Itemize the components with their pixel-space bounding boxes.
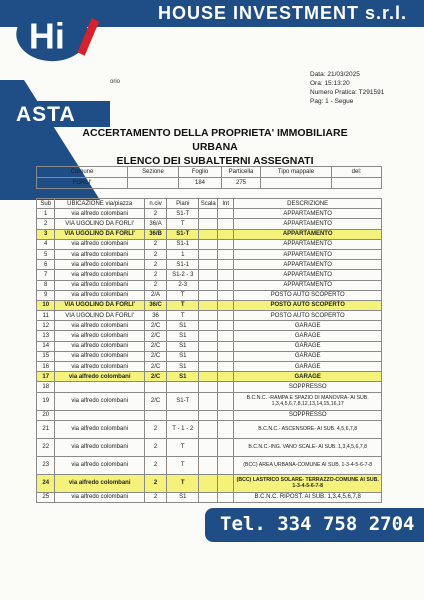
cell-piani: T - 1 - 2 xyxy=(167,420,199,438)
cell-scala xyxy=(199,351,218,361)
cell-civ xyxy=(144,382,166,392)
cell-piani: T xyxy=(167,311,199,321)
table-row xyxy=(37,438,382,456)
cell-int xyxy=(218,331,234,341)
cell-piani: S1 xyxy=(167,341,199,351)
cell-sub: 25 xyxy=(37,492,55,502)
col-tipo-mappale: Tipo mappale xyxy=(261,167,332,178)
th-scala: Scala xyxy=(199,199,218,209)
cell-descrizione: GARAGE xyxy=(234,321,382,331)
cell-sub: 14 xyxy=(37,341,55,351)
cell-civ: 2/C xyxy=(144,392,166,410)
cell-scala xyxy=(199,321,218,331)
cell-ubicazione: via alfredo colombani xyxy=(55,492,144,502)
cell-sub: 11 xyxy=(37,311,55,321)
cell-descrizione: SOPPRESSO xyxy=(234,382,382,392)
cell-int xyxy=(218,362,234,372)
cell-scala xyxy=(199,456,218,474)
cell-scala xyxy=(199,474,218,492)
table-row xyxy=(37,260,382,270)
cell-sub: 16 xyxy=(37,362,55,372)
cell-sub: 23 xyxy=(37,456,55,474)
cell-ubicazione: VIA UGOLINO DA FORLI' xyxy=(55,229,144,239)
cell-sub: 4 xyxy=(37,239,55,249)
cell-scala xyxy=(199,209,218,219)
val-particella: 275 xyxy=(222,178,261,189)
cell-descrizione: POSTO AUTO SCOPERTO xyxy=(234,300,382,310)
cell-sub: 17 xyxy=(37,372,55,382)
cell-scala xyxy=(199,372,218,382)
table-row xyxy=(37,219,382,229)
cell-civ: 2/C xyxy=(144,372,166,382)
cell-int xyxy=(218,270,234,280)
cell-int xyxy=(218,420,234,438)
cell-ubicazione: via alfredo colombani xyxy=(55,420,144,438)
table-row xyxy=(37,229,382,239)
cell-sub: 2 xyxy=(37,219,55,229)
cell-int xyxy=(218,392,234,410)
meta-page: Pag: 1 - Segue xyxy=(310,98,354,105)
document-meta xyxy=(310,70,384,106)
table-row xyxy=(37,239,382,249)
cell-sub: 7 xyxy=(37,270,55,280)
cell-scala xyxy=(199,382,218,392)
cell-int xyxy=(218,209,234,219)
cell-int xyxy=(218,351,234,361)
document-title xyxy=(60,126,370,168)
cell-scala xyxy=(199,290,218,300)
cell-ubicazione: VIA UGOLINO DA FORLI' xyxy=(55,219,144,229)
cell-int xyxy=(218,249,234,259)
cell-ubicazione: via alfredo colombani xyxy=(55,270,144,280)
cell-ubicazione: via alfredo colombani xyxy=(55,331,144,341)
cell-civ xyxy=(144,410,166,420)
cell-sub: 21 xyxy=(37,420,55,438)
table-header-row xyxy=(37,199,382,209)
th-civ: n.civ xyxy=(144,199,166,209)
cell-scala xyxy=(199,392,218,410)
cell-descrizione: APPARTAMENTO xyxy=(234,219,382,229)
cell-civ: 2 xyxy=(144,280,166,290)
cell-descrizione: POSTO AUTO SCOPERTO xyxy=(234,311,382,321)
cell-sub: 18 xyxy=(37,382,55,392)
cell-int xyxy=(218,300,234,310)
table-row xyxy=(37,331,382,341)
cell-sub: 3 xyxy=(37,229,55,239)
cell-ubicazione: VIA UGOLINO DA FORLI' xyxy=(55,300,144,310)
cell-int xyxy=(218,438,234,456)
meta-practice: Numero Pratica: T291591 xyxy=(310,89,385,96)
cell-descrizione: (BCC) LASTRICO SOLARE- TERRAZZO-COMUNE AI SUB. 1-3-4-5-6-7-8 xyxy=(234,474,382,492)
val-foglio: 184 xyxy=(179,178,222,189)
cell-piani: S1 xyxy=(167,321,199,331)
table-row xyxy=(37,311,382,321)
cell-civ: 2/C xyxy=(144,351,166,361)
meta-time: Ora: 15:13:20 xyxy=(310,80,350,87)
cell-civ: 2 xyxy=(144,239,166,249)
table-row xyxy=(37,382,382,392)
cell-descrizione: GARAGE xyxy=(234,341,382,351)
cell-sub: 1 xyxy=(37,209,55,219)
cell-sub: 24 xyxy=(37,474,55,492)
table-row xyxy=(37,474,382,492)
cell-descrizione: B.C.N.C.- ASCENSORE- AI SUB. 4,5,6,7,8 xyxy=(234,420,382,438)
cell-sub: 22 xyxy=(37,438,55,456)
table-row xyxy=(37,341,382,351)
cell-int xyxy=(218,239,234,249)
cell-int xyxy=(218,492,234,502)
cell-int xyxy=(218,280,234,290)
cell-descrizione: APPARTAMENTO xyxy=(234,270,382,280)
cell-int xyxy=(218,341,234,351)
cell-civ: 36/C xyxy=(144,300,166,310)
col-foglio: Foglio xyxy=(179,167,222,178)
cell-piani: S1-T xyxy=(167,392,199,410)
cell-civ: 2/C xyxy=(144,331,166,341)
cell-int xyxy=(218,382,234,392)
cell-civ: 2 xyxy=(144,474,166,492)
cell-scala xyxy=(199,280,218,290)
cell-descrizione: APPARTAMENTO xyxy=(234,229,382,239)
cell-ubicazione: via alfredo colombani xyxy=(55,290,144,300)
cell-descrizione: GARAGE xyxy=(234,351,382,361)
cell-ubicazione: via alfredo colombani xyxy=(55,392,144,410)
col-del: del: xyxy=(332,167,382,178)
cell-piani: T xyxy=(167,300,199,310)
th-ubicazione: UBICAZIONE via/piazza xyxy=(55,199,144,209)
cell-sub: 12 xyxy=(37,321,55,331)
cell-sub: 19 xyxy=(37,392,55,410)
val-sezione xyxy=(128,178,179,189)
meta-date: Data: 21/03/2025 xyxy=(310,71,360,78)
cell-sub: 5 xyxy=(37,249,55,259)
cell-ubicazione: via alfredo colombani xyxy=(55,280,144,290)
col-particella: Particella xyxy=(222,167,261,178)
phone-number[interactable]: Tel. 334 758 2704 xyxy=(220,513,415,535)
cell-ubicazione: VIA UGOLINO DA FORLI' xyxy=(55,311,144,321)
cell-piani: T xyxy=(167,456,199,474)
cell-sub: 8 xyxy=(37,280,55,290)
cell-piani: S1 xyxy=(167,331,199,341)
cell-civ: 2/C xyxy=(144,341,166,351)
cell-civ: 2 xyxy=(144,260,166,270)
cell-scala xyxy=(199,229,218,239)
cell-descrizione: APPARTAMENTO xyxy=(234,209,382,219)
table-row xyxy=(37,209,382,219)
header-table xyxy=(36,166,382,189)
cell-ubicazione: via alfredo colombani xyxy=(55,209,144,219)
cell-sub: 15 xyxy=(37,351,55,361)
cell-descrizione: B.C.N.C. RIPOST. AI SUB. 1,3,4,5,6,7,8 xyxy=(234,492,382,502)
cell-ubicazione: via alfredo colombani xyxy=(55,456,144,474)
cell-scala xyxy=(199,331,218,341)
cell-int xyxy=(218,456,234,474)
cell-ubicazione: via alfredo colombani xyxy=(55,474,144,492)
cell-civ: 2 xyxy=(144,438,166,456)
cell-piani: T xyxy=(167,219,199,229)
table-row xyxy=(37,249,382,259)
cell-piani: S1-1 xyxy=(167,239,199,249)
cell-civ: 36 xyxy=(144,311,166,321)
cell-descrizione: APPARTAMENTO xyxy=(234,239,382,249)
cell-int xyxy=(218,474,234,492)
company-name: HOUSE INVESTMENT s.r.l. xyxy=(158,3,408,23)
val-del xyxy=(332,178,382,189)
cell-sub: 6 xyxy=(37,260,55,270)
cell-int xyxy=(218,321,234,331)
logo-text: Hi xyxy=(28,15,65,57)
cell-descrizione: GARAGE xyxy=(234,331,382,341)
office-fragment: orio xyxy=(110,79,121,85)
cell-piani: 2-3 xyxy=(167,280,199,290)
cell-sub: 20 xyxy=(37,410,55,420)
cell-int xyxy=(218,290,234,300)
cell-ubicazione: via alfredo colombani xyxy=(55,351,144,361)
cell-scala xyxy=(199,410,218,420)
title-line-2: ELENCO DEI SUBALTERNI ASSEGNATI xyxy=(116,155,314,167)
cell-ubicazione xyxy=(55,382,144,392)
table-row xyxy=(37,362,382,372)
subalterni-table xyxy=(36,198,382,503)
cell-sub: 10 xyxy=(37,300,55,310)
cell-civ: 2 xyxy=(144,492,166,502)
th-descrizione: DESCRIZIONE xyxy=(234,199,382,209)
cell-civ: 2/C xyxy=(144,362,166,372)
cell-ubicazione: via alfredo colombani xyxy=(55,438,144,456)
cell-descrizione: APPARTAMENTO xyxy=(234,260,382,270)
cell-scala xyxy=(199,311,218,321)
cell-scala xyxy=(199,239,218,249)
cell-scala xyxy=(199,219,218,229)
cell-int xyxy=(218,410,234,420)
cell-ubicazione xyxy=(55,410,144,420)
cell-civ: 2 xyxy=(144,420,166,438)
table-row xyxy=(37,392,382,410)
cell-civ: 2/A xyxy=(144,290,166,300)
col-sezione: Sezione xyxy=(128,167,179,178)
cell-descrizione: B.C.N.C. -RAMPA E SPAZIO DI MANOVRA- AI SUB. 1,3,4,5,6,7,8,12,13,14,15,16,17 xyxy=(234,392,382,410)
table-row xyxy=(37,321,382,331)
cell-piani: S1-T xyxy=(167,229,199,239)
table-row xyxy=(37,280,382,290)
cell-ubicazione: via alfredo colombani xyxy=(55,362,144,372)
cell-int xyxy=(218,311,234,321)
cell-int xyxy=(218,229,234,239)
cell-descrizione: APPARTAMENTO xyxy=(234,280,382,290)
cell-civ: 2 xyxy=(144,209,166,219)
cell-piani: T xyxy=(167,290,199,300)
cell-descrizione: POSTO AUTO SCOPERTO xyxy=(234,290,382,300)
table-row xyxy=(37,456,382,474)
cell-int xyxy=(218,260,234,270)
cell-piani: S1 xyxy=(167,351,199,361)
cell-scala xyxy=(199,420,218,438)
cell-piani: 1 xyxy=(167,249,199,259)
cell-ubicazione: via alfredo colombani xyxy=(55,321,144,331)
cell-civ: 2 xyxy=(144,249,166,259)
cell-piani: S1-2 - 3 xyxy=(167,270,199,280)
cell-scala xyxy=(199,492,218,502)
table-row xyxy=(37,372,382,382)
cell-civ: 2/C xyxy=(144,321,166,331)
cell-int xyxy=(218,372,234,382)
th-int: Int xyxy=(218,199,234,209)
cell-piani xyxy=(167,382,199,392)
cell-piani: S1-1 xyxy=(167,260,199,270)
val-tipo-mappale xyxy=(261,178,332,189)
cell-descrizione: GARAGE xyxy=(234,362,382,372)
table-row xyxy=(37,270,382,280)
cell-piani: S1 xyxy=(167,492,199,502)
cell-civ: 2 xyxy=(144,456,166,474)
cell-ubicazione: via alfredo colombani xyxy=(55,372,144,382)
cell-sub: 13 xyxy=(37,331,55,341)
cell-descrizione: APPARTAMENTO xyxy=(234,249,382,259)
cell-ubicazione: via alfredo colombani xyxy=(55,239,144,249)
cell-descrizione: GARAGE xyxy=(234,372,382,382)
title-line-1: ACCERTAMENTO DELLA PROPRIETA' IMMOBILIARE URBANA xyxy=(82,127,348,153)
table-row xyxy=(37,492,382,502)
cell-scala xyxy=(199,362,218,372)
asta-label: ASTA xyxy=(16,103,76,126)
cell-ubicazione: via alfredo colombani xyxy=(55,260,144,270)
cell-descrizione: B.C.N.C.-ING. VANO SCALE- AI SUB. 1,3,4,5,6,7,8 xyxy=(234,438,382,456)
cell-scala xyxy=(199,438,218,456)
cell-piani: S1-T xyxy=(167,209,199,219)
cell-ubicazione: via alfredo colombani xyxy=(55,249,144,259)
cell-scala xyxy=(199,341,218,351)
cell-scala xyxy=(199,270,218,280)
cell-int xyxy=(218,219,234,229)
cell-piani: T xyxy=(167,438,199,456)
cell-scala xyxy=(199,260,218,270)
th-piani: Piani xyxy=(167,199,199,209)
cell-ubicazione: via alfredo colombani xyxy=(55,341,144,351)
table-row xyxy=(37,300,382,310)
cell-piani xyxy=(167,410,199,420)
cell-piani: T xyxy=(167,474,199,492)
cell-civ: 2 xyxy=(144,270,166,280)
table-row xyxy=(37,420,382,438)
cell-scala xyxy=(199,249,218,259)
table-row xyxy=(37,410,382,420)
cell-sub: 9 xyxy=(37,290,55,300)
th-sub: Sub xyxy=(37,199,55,209)
cell-civ: 36/A xyxy=(144,219,166,229)
cell-civ: 36/B xyxy=(144,229,166,239)
col-comune: Comune xyxy=(37,167,128,178)
table-row xyxy=(37,290,382,300)
cell-piani: S1 xyxy=(167,372,199,382)
table-row xyxy=(37,351,382,361)
cell-descrizione: (BCC) AREA URBANA-COMUNE AI SUB. 1-3-4-5-6-7-8 xyxy=(234,456,382,474)
cell-piani: S1 xyxy=(167,362,199,372)
cell-scala xyxy=(199,300,218,310)
val-comune: FORLI' xyxy=(37,178,128,189)
cell-descrizione: SOPPRESSO xyxy=(234,410,382,420)
